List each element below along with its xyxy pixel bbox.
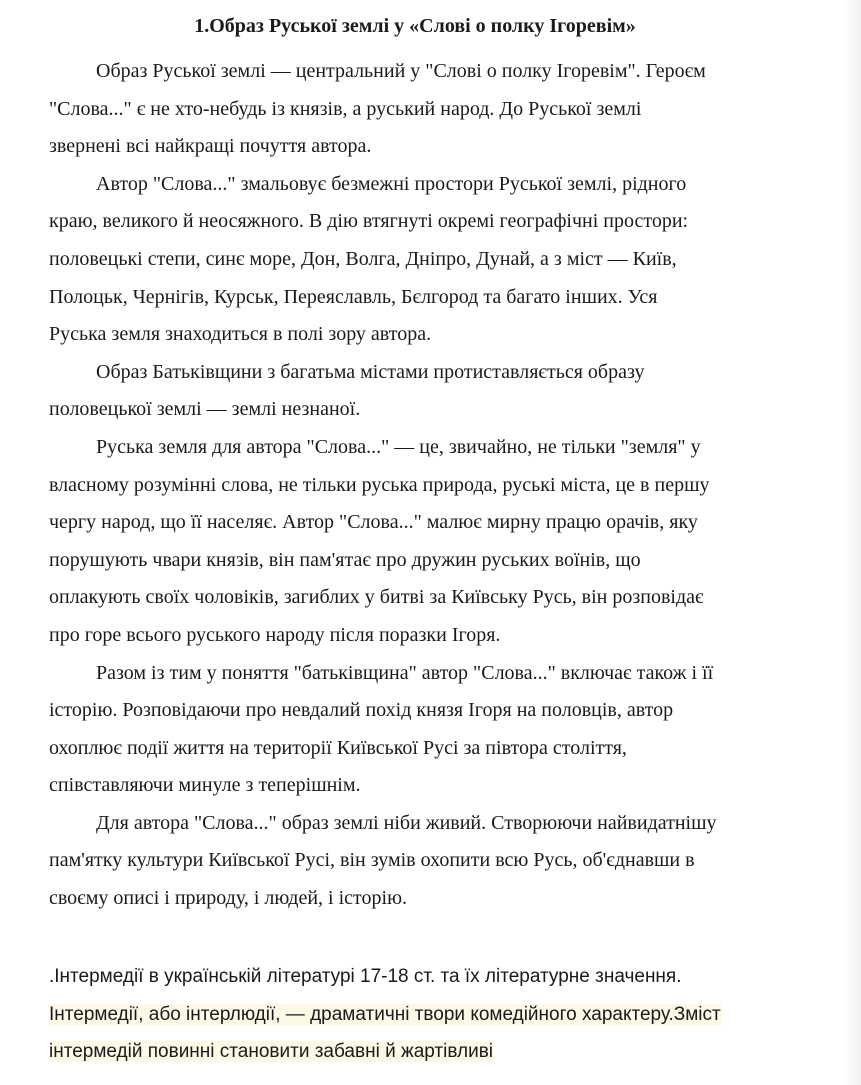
- text-line: половецькі степи, синє море, Дон, Волга, Дніпро, Дунай, а з міст — Київ,: [49, 247, 677, 270]
- text-line: "Слова..." є не хто-небудь із князів, а руський народ. До Руської землі: [49, 97, 642, 120]
- text-line: співставляючи минуле з теперішнім.: [49, 774, 361, 797]
- intermedia-section: [49, 958, 809, 1071]
- text-line: охоплює події життя на території Київської Русі за півтора століття,: [49, 736, 627, 759]
- text-line: Руська земля знаходиться в полі зору автора.: [49, 323, 432, 346]
- paragraph: [49, 53, 809, 166]
- text-line: Для автора "Слова..." образ землі ніби живий. Створюючи найвидатнішу: [96, 811, 717, 834]
- highlighted-text-line: інтермедій повинні становити забавні й жартівливі: [49, 1041, 494, 1063]
- text-line: Разом із тим у поняття "батьківщина" автор "Слова..." включає також і її: [96, 661, 714, 684]
- paragraph: [49, 166, 809, 354]
- text-line: пам'ятку культури Київської Русі, він зумів охопити всю Русь, об'єднавши в: [49, 849, 695, 872]
- text-line: половецької землі — землі незнаної.: [49, 398, 361, 421]
- section-title: .Інтермедії в українській літературі 17-18 ст. та їх літературне значення.: [49, 966, 682, 987]
- page-title: 1.Образ Руської землі у «Слові о полку Ігоревім»: [194, 15, 636, 37]
- paragraph: [49, 354, 809, 429]
- text-line: Полоцьк, Чернігів, Курськ, Переяславль, Бєлгород та багато інших. Уся: [49, 285, 658, 308]
- text-line: про горе всього руського народу після поразки Ігоря.: [49, 623, 501, 646]
- paragraph: [49, 655, 809, 805]
- text-line: історію. Розповідаючи про невдалий похід князя Ігоря на половців, автор: [49, 699, 674, 722]
- text-line: чергу народ, що її населяє. Автор "Слова..." малює мирну працю орачів, яку: [49, 511, 698, 534]
- text-line: Образ Руської землі — центральний у "Слові о полку Ігоревім". Героєм: [96, 60, 706, 82]
- text-line: оплакують своїх чоловіків, загиблих у битві за Київську Русь, він розповідає: [49, 586, 704, 609]
- text-line: Образ Батьківщини з багатьма містами протиставляється образу: [96, 360, 645, 383]
- text-line: звернені всі найкращі почуття автора.: [49, 135, 372, 158]
- text-line: Руська земля для автора "Слова..." — це, звичайно, не тільки "земля" у: [96, 435, 701, 458]
- paragraph: [49, 805, 809, 918]
- text-line: краю, великого й неосяжного. В дію втягнуті окремі географічні простори:: [49, 210, 689, 233]
- highlighted-text-line: Інтермедії, або інтерлюдії, — драматичні твори комедійного характеру.Зміст: [49, 1003, 721, 1025]
- paragraph: [49, 429, 809, 655]
- text-line: Автор "Слова..." змальовує безмежні простори Руської землі, рідного: [96, 172, 687, 195]
- text-line: порушують чвари князів, він пам'ятає про дружин руських воїнів, що: [49, 548, 641, 571]
- text-line: своєму описі і природу, і людей, і історію.: [49, 887, 408, 910]
- page-edge-shadow: [843, 0, 861, 1085]
- essay-body: [49, 53, 809, 918]
- text-line: власному розумінні слова, не тільки руська природа, руські міста, це в першу: [49, 473, 710, 496]
